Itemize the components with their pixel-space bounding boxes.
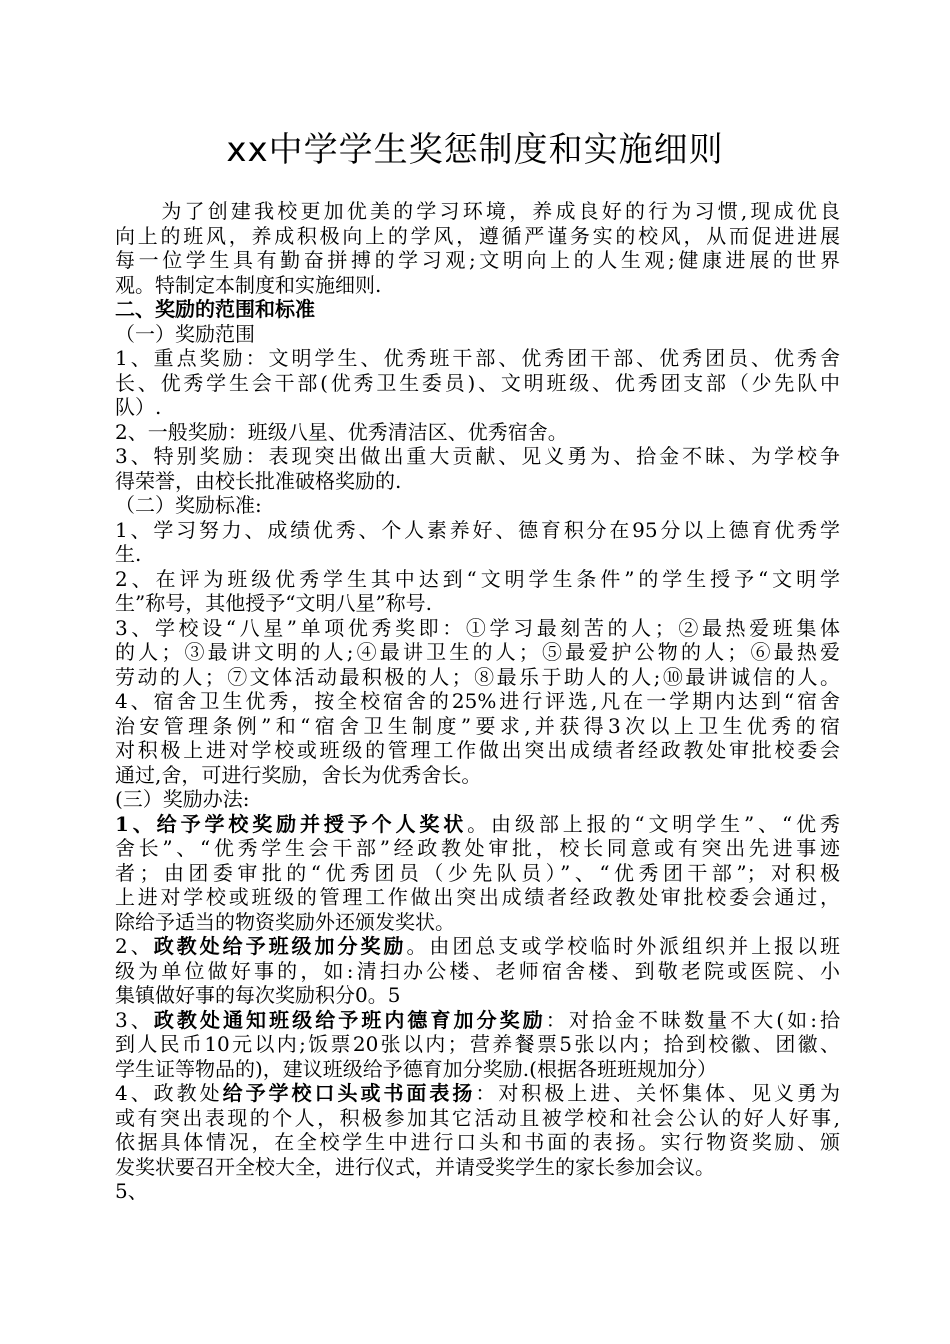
text-line	[115, 959, 840, 984]
text-segment: 。由级部上报的“文明学生”、“优秀	[467, 811, 840, 836]
text-segment: 通过,舍，可进行奖励，舍长为优秀舍长。	[115, 762, 482, 787]
text-line	[115, 689, 840, 714]
document-title: xx中学学生奖惩制度和实施细则	[226, 130, 724, 170]
text-segment: 2、一般奖励：班级八星、优秀清洁区、优秀宿舍。	[115, 419, 568, 444]
text-segment: 4、政教处	[115, 1081, 223, 1105]
text-segment: 2、	[115, 934, 154, 958]
text-line	[115, 248, 840, 273]
text-line	[115, 371, 840, 396]
text-segment: 或有突出表现的个人，积极参加其它活动且被学校和社会公认的好人好事,	[115, 1105, 840, 1130]
text-line	[115, 273, 840, 298]
text-line	[115, 1008, 840, 1033]
text-segment: 3、	[115, 1007, 154, 1032]
text-segment: 治安管理条例”和“宿舍卫生制度”要求,并获得3次以上卫生优秀的宿	[115, 713, 840, 738]
text-segment: 5、	[115, 1179, 148, 1203]
text-segment: 1、重点奖励：文明学生、优秀班干部、优秀团干部、优秀团员、优秀舍	[115, 346, 840, 370]
text-line	[115, 346, 840, 371]
text-line	[115, 542, 840, 567]
text-line	[115, 665, 840, 690]
bold-text: 二、奖励的范围和标准	[115, 297, 315, 321]
text-line	[115, 1032, 840, 1057]
text-line	[115, 199, 840, 224]
text-line	[115, 861, 840, 886]
text-line	[115, 493, 840, 518]
text-line	[115, 714, 840, 739]
text-segment: （二）奖励标准:	[115, 493, 262, 517]
text-segment: 3、特别奖励：表现突出做出重大贡献、见义勇为、拾金不昧、为学校争	[115, 444, 840, 468]
text-line	[115, 885, 840, 910]
text-segment: 依据具体情况，在全校学生中进行口头和书面的表扬。实行物资奖励、颁	[115, 1130, 840, 1154]
text-line	[115, 1081, 840, 1106]
text-line	[115, 518, 840, 543]
text-segment: 1、学习努力、成绩优秀、个人素养好、德育积分在95分以上德育优秀学	[115, 517, 840, 542]
text-segment: 每一位学生具有勤奋拼搏的学习观;文明向上的人生观;健康进展的世界	[115, 248, 840, 272]
text-line	[115, 1179, 840, 1204]
text-segment: 3、学校设“八星”单项优秀奖即：①学习最刻苦的人；②最热爱班集体	[115, 615, 840, 640]
text-segment: 的人；③最讲文明的人;④最讲卫生的人；⑤最爱护公物的人；⑥最热爱	[115, 640, 840, 664]
text-line	[115, 420, 840, 445]
bold-text: 政教处通知班级给予班内德育加分奖励	[153, 1007, 546, 1032]
text-segment: （一）奖励范围	[115, 321, 255, 346]
text-line	[115, 836, 840, 861]
text-segment: ：对拾金不昧数量不大(如:拾	[545, 1007, 841, 1032]
text-line	[115, 224, 840, 249]
text-segment: 。由团总支或学校临时外派组织并上报以班	[406, 934, 841, 958]
text-segment: 队）.	[115, 395, 162, 419]
text-segment: 者；由团委审批的“优秀团员（少先队员）”、“优秀团干部”；对积极	[115, 860, 840, 885]
text-line	[115, 616, 840, 641]
text-segment: 4、宿舍卫生优秀，按全校宿舍的25%进行评选,凡在一学期内达到“宿舍	[115, 689, 840, 713]
text-line	[115, 469, 840, 494]
text-segment: 得荣誉，由校长批准破格奖励的.	[115, 468, 402, 493]
text-segment: 2、在评为班级优秀学生其中达到“文明学生条件”的学生授予“文明学	[115, 566, 840, 591]
text-line	[115, 910, 840, 935]
text-segment: 集镇做好事的每次奖励积分0。5	[115, 983, 401, 1007]
text-segment: 生”称号，其他授予“文明八星”称号.	[115, 591, 433, 615]
text-segment: 生.	[115, 542, 142, 566]
text-segment: 上进对学校或班级的管理工作做出突出成绩者经政教处审批校委会通过，	[115, 885, 840, 909]
text-line	[115, 738, 840, 763]
text-line	[115, 1155, 840, 1180]
text-segment: 舍长”、“优秀学生会干部”经政教处审批，校长同意或有突出先进事迹	[115, 836, 840, 860]
text-segment: 学生证等物品的)，建议班级给予德育加分奖励.(根据各班班规加分）	[115, 1056, 717, 1081]
text-line	[115, 640, 840, 665]
bold-text: 政教处给予班级加分奖励	[153, 934, 407, 958]
text-line	[115, 322, 840, 347]
text-segment: 为了创建我校更加优美的学习环境，养成良好的行为习惯,现成优良	[115, 199, 840, 223]
text-line	[115, 1057, 840, 1082]
text-line	[115, 444, 840, 469]
text-segment: 到人民币10元以内;饭票20张以内；营养餐票5张以内；拾到校徽、团徽、	[115, 1032, 840, 1056]
text-segment: 发奖状要召开全校大全，进行仪式，并请受奖学生的家长参加会议。	[115, 1154, 715, 1179]
text-segment: 长、优秀学生会干部(优秀卫生委员)、文明班级、优秀团支部（少先队中	[115, 370, 840, 395]
text-segment: (三）奖励办法:	[115, 787, 250, 811]
text-segment: 观。特制定本制度和实施细则.	[115, 272, 382, 297]
bold-text: 1、给予学校奖励并授予个人奖状	[115, 811, 468, 836]
text-line	[115, 1106, 840, 1131]
text-segment: 对积极上进对学校或班级的管理工作做出突出成绩者经政教处审批校委会	[115, 738, 840, 762]
text-segment: 向上的班风，养成积极向上的学风，遵循严谨务实的校风，从而促进进展	[115, 223, 840, 248]
bold-text: 给予学校口头或书面表扬	[222, 1081, 476, 1105]
text-line	[115, 1130, 840, 1155]
text-line	[115, 934, 840, 959]
text-segment: 级为单位做好事的，如:清扫办公楼、老师宿舍楼、到敬老院或医院、小	[115, 958, 840, 983]
text-line	[115, 983, 840, 1008]
text-segment: 劳动的人；⑦文体活动最积极的人；⑧最乐于助人的人;⑩最讲诚信的人。	[115, 664, 840, 689]
text-line	[115, 395, 840, 420]
text-line	[115, 763, 840, 788]
document-body	[115, 199, 840, 1204]
text-line	[115, 812, 840, 837]
text-line	[115, 297, 840, 322]
text-segment: ：对积极上进、关怀集体、见义勇为	[475, 1081, 841, 1105]
text-line	[115, 787, 840, 812]
text-line	[115, 591, 840, 616]
text-line	[115, 567, 840, 592]
text-segment: 除给予适当的物资奖励外还颁发奖状。	[115, 909, 455, 934]
